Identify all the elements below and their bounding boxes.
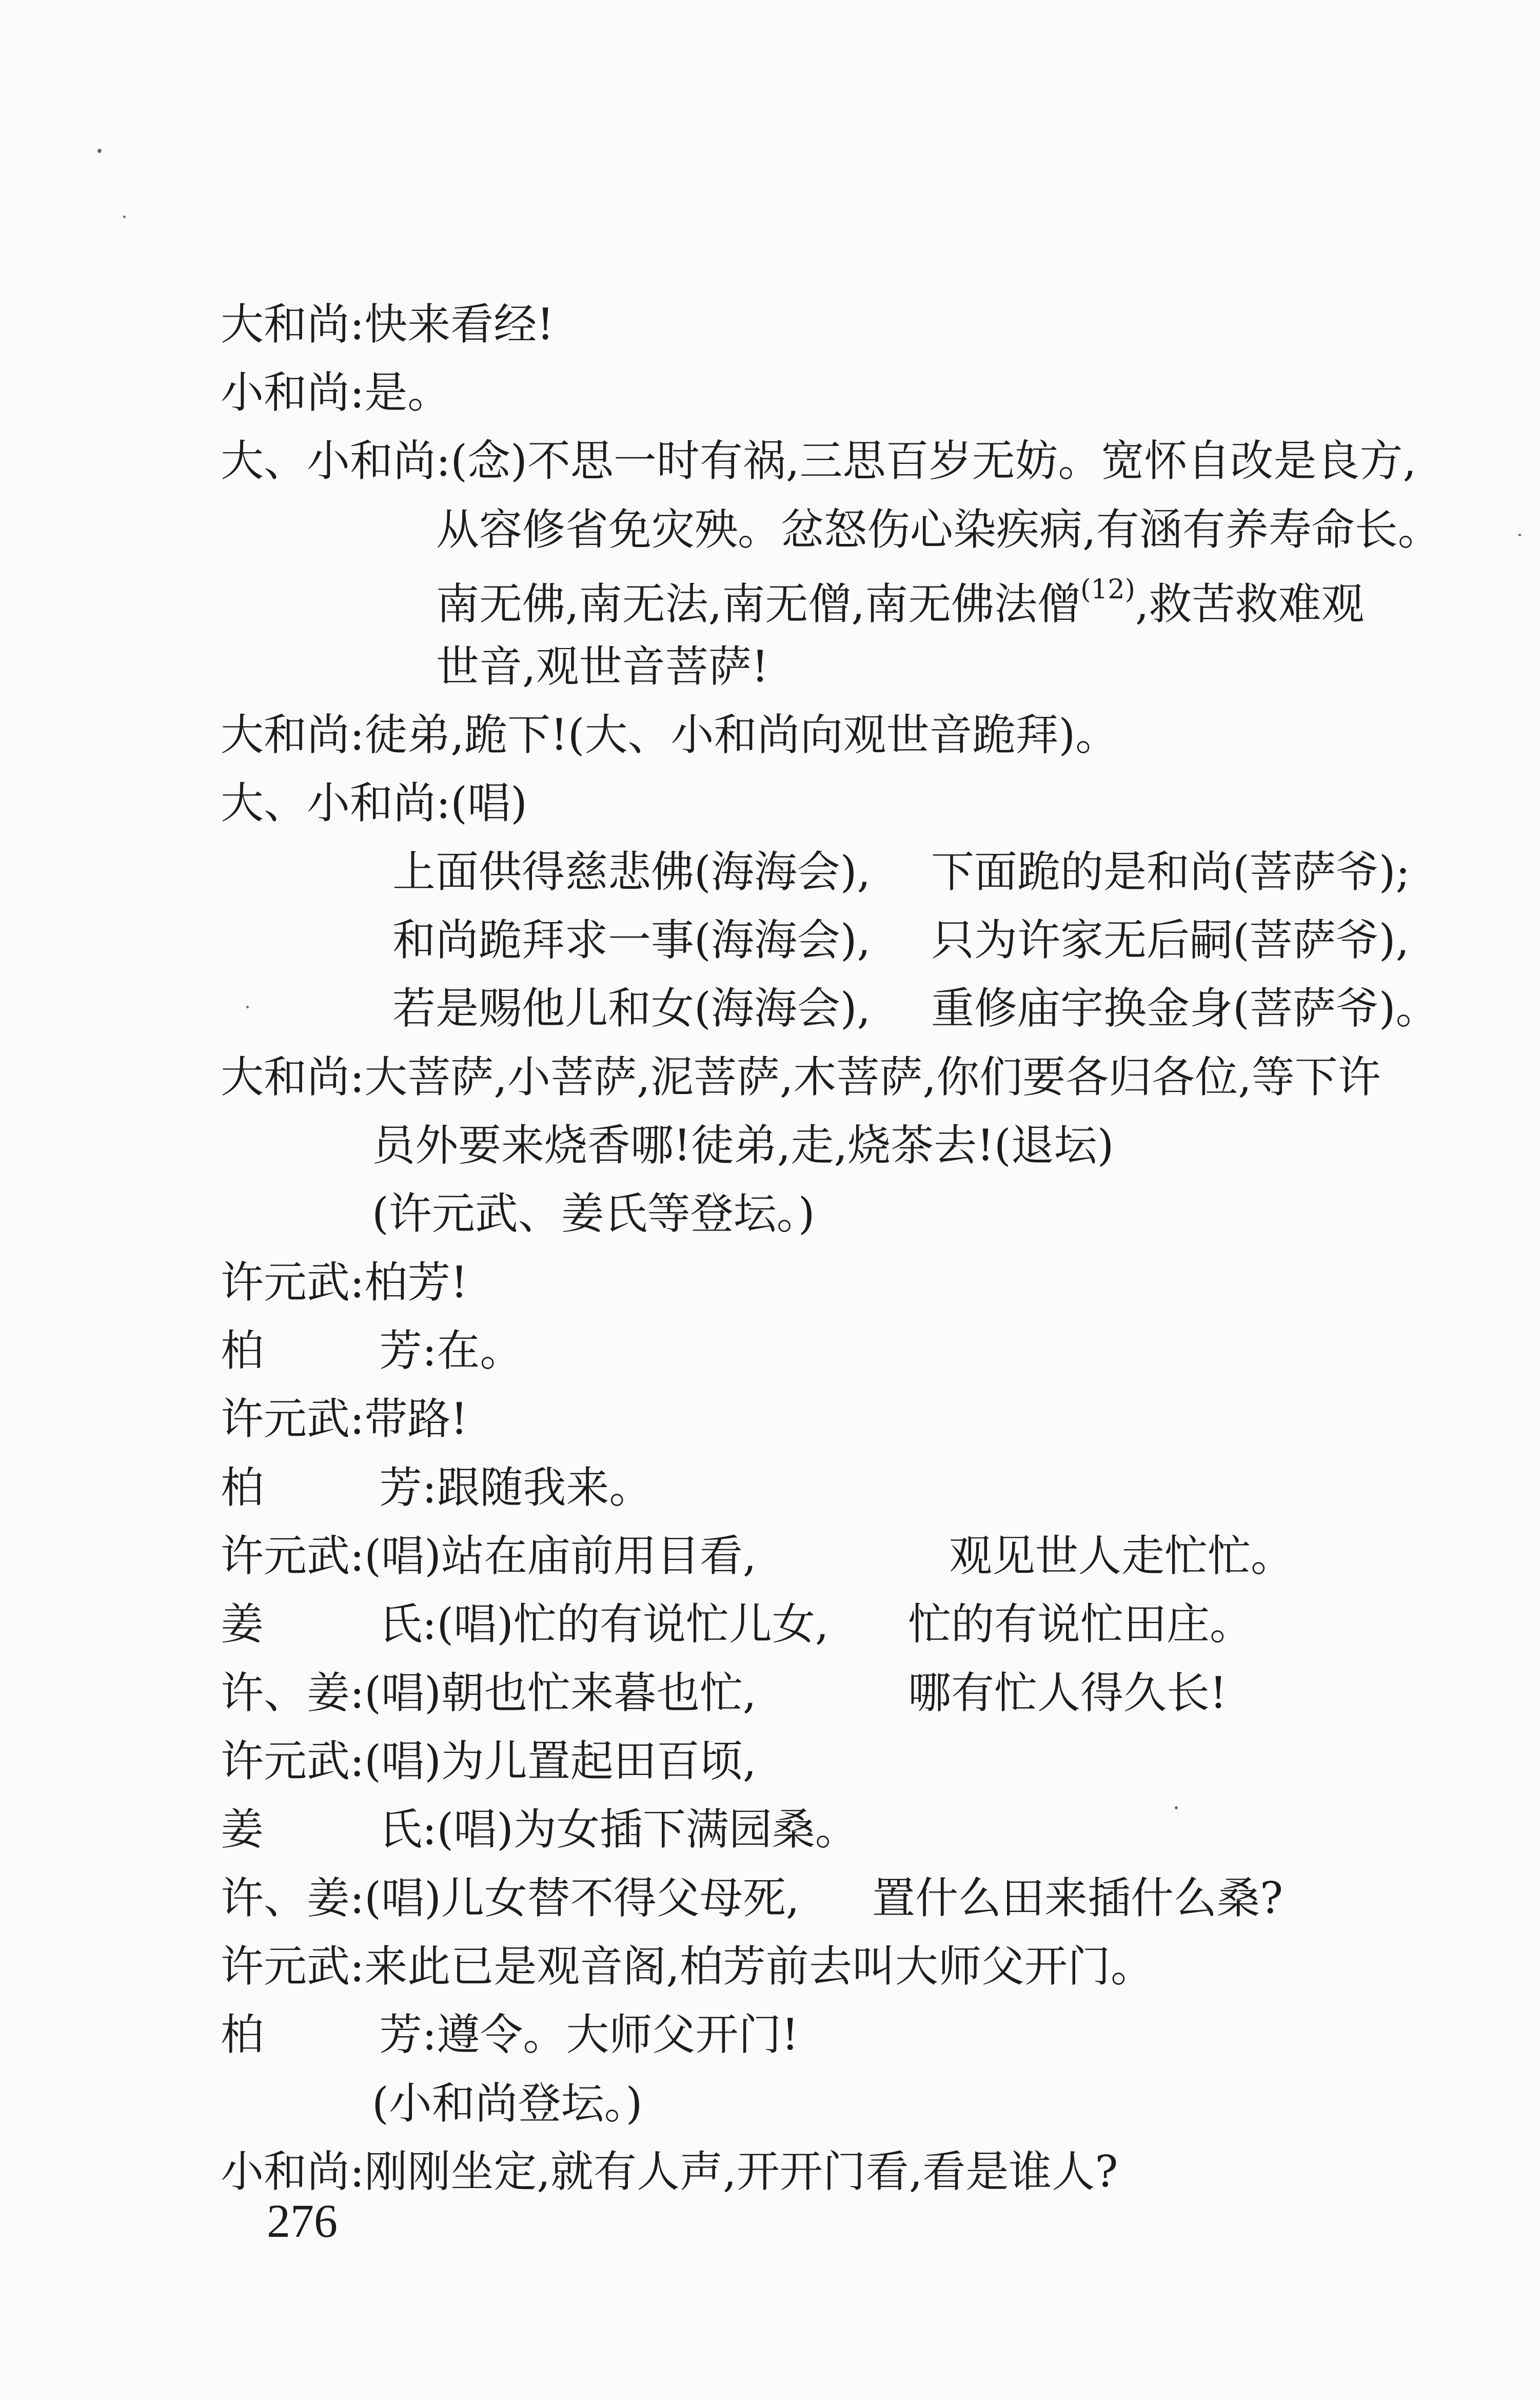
line-28: 小和尚:刚刚坐定,就有人声,开开门看,看是谁人? [221,2147,1118,2197]
line-23-text: 氏:(唱)为女插下满园桑。 [379,1804,858,1855]
line-15: 许元武:柏芳! [221,1257,468,1308]
line-20-right: 忙的有说忙田庄。 [908,1599,1253,1649]
verse-2-right: 只为许家无后嗣(菩萨爷), [931,915,1410,965]
line-18-text: 芳:跟随我来。 [379,1462,653,1513]
line-24-left: 许、姜:(唱)儿女替不得父母死, [221,1873,800,1923]
line-18 [221,1462,653,1513]
speaker-bofang-3: 柏 [221,2009,264,2060]
line-16-text: 芳:在。 [379,1325,523,1376]
verse-1-left: 上面供得慈悲佛(海海会), [392,847,871,897]
speaker-jiangshi-2: 姜 [221,1804,264,1855]
line-20-text: 氏:(唱)忙的有说忙儿女, [379,1599,829,1649]
page-number: 276 [267,2195,338,2247]
line-21-right: 哪有忙人得久长! [908,1668,1227,1718]
verse-3-right: 重修庙宇换金身(菩萨爷)。 [931,983,1439,1033]
line-5-text-end: ,救苦救难观 [1135,579,1365,629]
line-5-text: 南无佛,南无法,南无僧,南无佛法僧 [436,579,1081,629]
line-26 [221,2009,799,2060]
line-3: 大、小和尚:(念)不思一时有祸,三思百岁无妨。宽怀自改是良方, [221,436,1417,486]
footnote-ref: (12) [1080,574,1135,605]
line-13: 员外要来烧香哪!徒弟,走,烧茶去!(退坛) [372,1120,1114,1170]
line-23 [221,1804,858,1855]
verse-3-left: 若是赐他儿和女(海海会), [392,983,871,1033]
speaker-bofang-1: 柏 [221,1325,264,1376]
line-25: 许元武:来此已是观音阁,柏芳前去叫大师父开门。 [221,1941,1154,1992]
line-2: 小和尚:是。 [221,367,451,418]
line-1: 大和尚:快来看经! [221,299,555,349]
verse-2-left: 和尚跪拜求一事(海海会), [392,915,871,965]
stage-direction-1: (许元武、姜氏等登坛。) [372,1188,815,1239]
line-20-left [221,1599,829,1649]
stage-direction-2: (小和尚登坛。) [372,2078,643,2129]
scan-speck [123,216,126,218]
scan-speck [1518,534,1521,536]
speaker-jiangshi-1: 姜 [221,1599,264,1649]
line-19-left: 许元武:(唱)站在庙前用目看, [221,1531,757,1581]
scan-speck [1175,1806,1178,1809]
line-4: 从容修省免灾殃。忿怒伤心染疾病,有涵有养寿命长。 [436,504,1441,555]
scan-speck [97,149,102,153]
line-16 [221,1325,523,1376]
line-8: 大、小和尚:(唱) [221,778,527,828]
line-22: 许元武:(唱)为儿置起田百顷, [221,1736,757,1786]
verse-1-right: 下面跪的是和尚(菩萨爷); [931,847,1410,897]
speaker-bofang-2: 柏 [221,1462,264,1513]
line-24-right: 置什么田来插什么桑? [872,1873,1284,1923]
line-21-left: 许、姜:(唱)朝也忙来暮也忙, [221,1668,757,1718]
line-26-text: 芳:遵令。大师父开门! [379,2009,799,2060]
scan-speck [246,1006,249,1008]
line-6: 世音,观世音菩萨! [436,641,769,692]
line-7: 大和尚:徒弟,跪下!(大、小和尚向观世音跪拜)。 [221,710,1119,760]
line-19-right: 观见世人走忙忙。 [949,1531,1294,1581]
line-12: 大和尚:大菩萨,小菩萨,泥菩萨,木菩萨,你们要各归各位,等下许 [221,1052,1381,1102]
line-5 [436,574,1365,629]
line-17: 许元武:带路! [221,1394,468,1444]
